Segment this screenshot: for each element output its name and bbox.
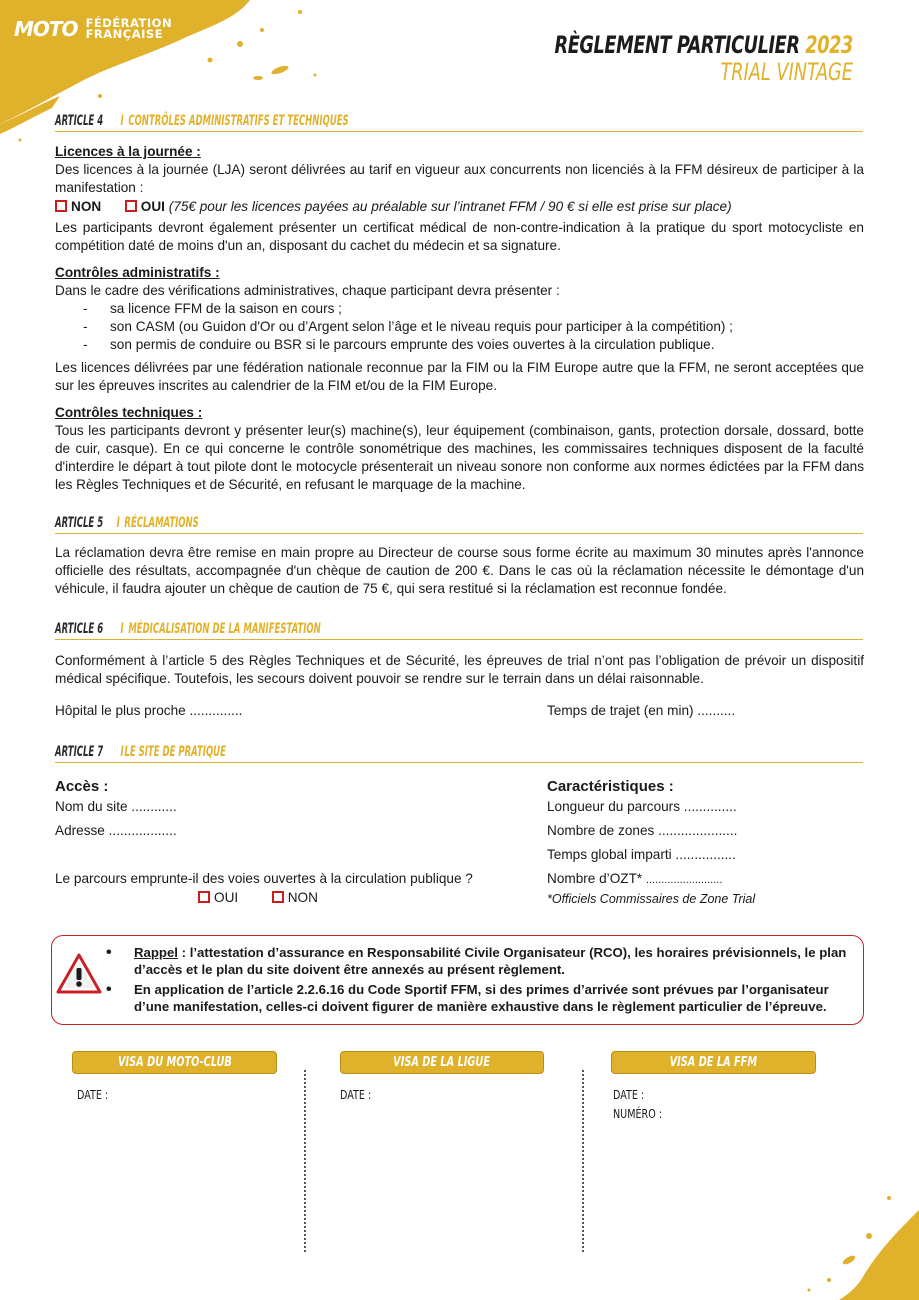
tech-heading: Contrôles techniques : bbox=[55, 405, 203, 420]
logo-fed-line2: FRANÇAISE bbox=[85, 27, 164, 41]
article-separator: I bbox=[116, 515, 120, 531]
visa-club-text: VISA DU MOTO-CLUB bbox=[117, 1055, 232, 1070]
voies-question: Le parcours emprunte-il des voies ouvertes à la circulation publique ? bbox=[55, 871, 473, 886]
rappel-text: : l’attestation d’assurance en Responsabilité Civile Organisateur (RCO), les horaires prévisionnels, le plan d’accès et le plan du site doivent être annexés au présent règlement. bbox=[134, 945, 847, 977]
list-item bbox=[134, 944, 854, 978]
rappel-alert-box bbox=[51, 935, 864, 1025]
article-7-heading bbox=[55, 743, 863, 763]
oui-label: OUI bbox=[140, 199, 165, 214]
article-title: RÉCLAMATIONS bbox=[124, 515, 199, 531]
non-checkbox[interactable] bbox=[272, 891, 284, 903]
tech-text: Tous les participants devront y présenter leur(s) machine(s), leur équipement (combinaison, gants, protection dorsale, dossard, botte de cuir, casque). En ce qui concerne le contrôle sonométrique des machines, les commissaires techniques disposent de la faculté d'interdire le départ à tout pilote dont le motocycle présenterait un niveau sonore non conforme aux normes édictées par la FFM dans les Règles Techniques et de Sécurité, en refusant le marquage de la machine. bbox=[55, 423, 864, 492]
licences-heading: Licences à la journée : bbox=[55, 144, 201, 159]
voies-options bbox=[198, 889, 318, 907]
article-number: ARTICLE 4 bbox=[55, 113, 104, 129]
admin-list bbox=[55, 300, 864, 354]
visa-divider bbox=[304, 1070, 306, 1252]
ozt-dots: ......................... bbox=[645, 874, 723, 886]
article-title: LE SITE DE PRATIQUE bbox=[124, 744, 227, 760]
list-item: - sa licence FFM de la saison en cours ; bbox=[55, 300, 864, 318]
ozt-label: Nombre d’OZT* bbox=[547, 871, 643, 886]
visa-ligue-date[interactable]: DATE : bbox=[340, 1088, 372, 1102]
visa-ligue-label bbox=[340, 1051, 544, 1074]
visa-ffm-text: VISA DE LA FFM bbox=[669, 1055, 758, 1070]
visa-moto-club-label bbox=[72, 1051, 277, 1074]
article-5-heading bbox=[55, 514, 863, 534]
article-number: ARTICLE 6 bbox=[55, 621, 104, 637]
fim-text: Les licences délivrées par une fédération nationale reconnue par la FIM ou la FIM Europe autre que la FFM, ne seront acceptées que sur les épreuves inscrites au calendrier de la FIM et/ou de la FIM Europe. bbox=[55, 360, 864, 393]
reclamations-text: La réclamation devra être remise en main propre au Directeur de course sous forme écrite au maximum 30 minutes après l'annonce officielle des résultats, accompagnée d'un chèque de caution de 200 €. Dans le cas où la réclamation nécessite le démontage d'un véhicule, il faudra ajouter un chèque de caution de 75 €, qui sera restitué si la réclamation est reconnue fondée. bbox=[55, 545, 864, 596]
nom-site-field[interactable]: Nom du site ............ bbox=[55, 799, 177, 814]
visa-ffm-date[interactable]: DATE : bbox=[613, 1088, 645, 1102]
ffm-logo bbox=[14, 18, 172, 40]
logo-fed-line1: FÉDÉRATION bbox=[85, 16, 173, 30]
certificat-text: Les participants devront également présenter un certificat médical de non-contre-indication à la pratique du sport motocycliste en compétition daté de moins d'un an, disposant du cachet du médecin et sa signature. bbox=[55, 220, 864, 253]
visa-divider bbox=[582, 1070, 584, 1252]
list-item: • En application de l’article 2.2.6.16 du Code Sportif FFM, si des primes d’arrivée sont prévues par l’organisateur d’une manifestation, celles-ci doivent figurer de manière exhaustive dans le règlement particulier de l’épreuve. bbox=[134, 981, 854, 1015]
caracteristiques-heading: Caractéristiques : bbox=[547, 778, 674, 795]
admin-intro: Dans le cadre des vérifications administratives, chaque participant devra présenter : bbox=[55, 283, 560, 298]
zones-field[interactable]: Nombre de zones ..................... bbox=[547, 823, 738, 838]
admin-heading: Contrôles administratifs : bbox=[55, 265, 220, 280]
document-title bbox=[489, 32, 853, 86]
article-6-heading bbox=[55, 620, 863, 640]
hopital-field[interactable]: Hôpital le plus proche .............. bbox=[55, 703, 243, 718]
licences-options bbox=[55, 198, 864, 216]
list-item: - son permis de conduire ou BSR si le parcours emprunte des voies ouvertes à la circulation publique. bbox=[55, 336, 864, 354]
article-separator: I bbox=[120, 113, 124, 129]
article-separator: I bbox=[120, 744, 124, 760]
non-checkbox[interactable] bbox=[55, 200, 67, 212]
medicalisation-text: Conformément à l’article 5 des Règles Techniques et de Sécurité, les épreuves de trial n’ont pas l’obligation de prévoir un dispositif médical spécifique. Toutefois, les secours doivent pouvoir se rendre sur le terrain dans un délai raisonnable. bbox=[55, 653, 864, 686]
tech-controls-section bbox=[55, 404, 864, 494]
article-4-heading bbox=[55, 112, 863, 132]
temps-trajet-field[interactable]: Temps de trajet (en min) .......... bbox=[547, 703, 736, 718]
acces-heading: Accès : bbox=[55, 778, 109, 795]
longueur-field[interactable]: Longueur du parcours .............. bbox=[547, 799, 737, 814]
oui-label: OUI bbox=[214, 890, 239, 905]
article-number: ARTICLE 7 bbox=[55, 744, 104, 760]
oui-checkbox[interactable] bbox=[125, 200, 137, 212]
non-label: NON bbox=[71, 199, 102, 214]
rappel-label: Rappel bbox=[134, 945, 178, 960]
article-title: MÉDICALISATION DE LA MANIFESTATION bbox=[128, 621, 321, 637]
ozt-field[interactable] bbox=[547, 870, 722, 889]
adresse-field[interactable]: Adresse .................. bbox=[55, 823, 177, 838]
visa-ffm-numero[interactable]: NUMÉRO : bbox=[613, 1107, 663, 1121]
visa-ligue-text: VISA DE LA LIGUE bbox=[393, 1055, 491, 1070]
logo-federation-text bbox=[86, 18, 173, 40]
non-label: NON bbox=[287, 890, 318, 905]
licences-text: Des licences à la journée (LJA) seront délivrées au tarif en vigueur aux concurrents non licenciés à la FFM désireux de participer à la manifestation : bbox=[55, 162, 864, 195]
list-item: - son CASM (ou Guidon d'Or ou d’Argent selon l’âge et le niveau requis pour participer à la compétition) ; bbox=[55, 318, 864, 336]
alert-list bbox=[134, 944, 854, 1018]
temps-field[interactable]: Temps global imparti ................ bbox=[547, 847, 736, 862]
logo-moto-text: MOTO bbox=[14, 17, 78, 41]
article-number: ARTICLE 5 bbox=[55, 515, 104, 531]
title-line2: TRIAL VINTAGE bbox=[720, 58, 853, 86]
title-year: 2023 bbox=[805, 31, 853, 59]
visa-ffm-label bbox=[611, 1051, 816, 1074]
ozt-note: *Officiels Commissaires de Zone Trial bbox=[547, 892, 756, 906]
oui-checkbox[interactable] bbox=[198, 891, 210, 903]
footer-splash-decoration bbox=[749, 1190, 919, 1300]
price-note: (75€ pour les licences payées au préalable sur l’intranet FFM / 90 € si elle est prise sur place) bbox=[168, 199, 732, 214]
licences-section bbox=[55, 143, 864, 216]
admin-controls-section bbox=[55, 264, 864, 354]
article-separator: I bbox=[120, 621, 124, 637]
article-title: CONTRÔLES ADMINISTRATIFS ET TECHNIQUES bbox=[128, 113, 349, 129]
warning-icon bbox=[56, 953, 102, 995]
visa-club-date[interactable]: DATE : bbox=[77, 1088, 109, 1102]
title-line1: RÈGLEMENT PARTICULIER bbox=[554, 31, 800, 59]
